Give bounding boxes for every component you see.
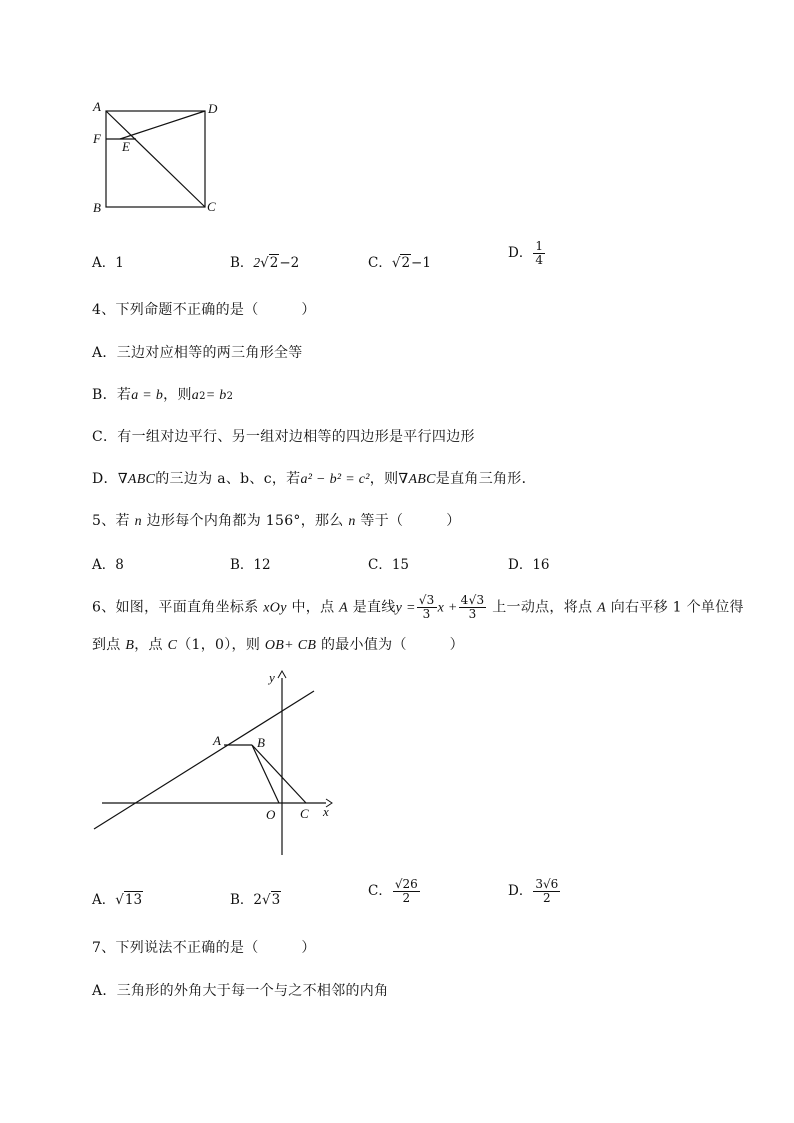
- sqrt-symbol: √3: [262, 892, 281, 908]
- label-F: F: [93, 131, 101, 146]
- q4-option-c: C．有一组对边平行、另一组对边相等的四边形是平行四边形: [92, 429, 475, 445]
- fraction: $\frac{3√6}{2}$: [535, 877, 559, 905]
- label-B: B: [93, 200, 101, 215]
- q6-option-d: D． $\frac{3√6}{2}$: [508, 877, 559, 905]
- sqrt-symbol: √2: [260, 255, 279, 271]
- q5-option-d: D．16: [508, 557, 550, 573]
- coordinate-figure: [88, 668, 338, 860]
- q6-option-c: C． $\frac{√26}{2}$: [368, 877, 418, 905]
- q4-option-a: A．三边对应相等的两三角形全等: [92, 345, 303, 361]
- fraction: $\frac{1}{4}$: [535, 239, 543, 267]
- q3-option-c: C．√2−1: [368, 255, 431, 271]
- q6-stem-line2: 到点 B，点 C（1，0），则 OB+ CB 的最小值为（ ）: [92, 637, 464, 653]
- fraction: $\frac{√3}{3}$: [418, 593, 435, 621]
- label-C: C: [207, 199, 216, 214]
- square-figure: [86, 96, 226, 218]
- q7-stem: 7、下列说法不正确的是（ ）: [92, 940, 316, 956]
- q3-option-d: D． $\frac{1}{4}$: [508, 239, 543, 267]
- label-O: O: [266, 807, 276, 822]
- label-B: B: [257, 735, 265, 750]
- q5-option-c: C．15: [368, 557, 410, 573]
- fraction: $\frac{4√3}{3}$: [460, 593, 485, 621]
- label-y: y: [269, 670, 275, 685]
- q3-option-a: A．1: [92, 255, 124, 271]
- label-E: E: [122, 139, 130, 154]
- label-x: x: [323, 804, 329, 819]
- label-A: A: [213, 733, 221, 748]
- label-D: D: [208, 101, 218, 116]
- q3-option-b: B．2√2−2: [230, 255, 300, 271]
- label-C: C: [300, 806, 309, 821]
- q6-option-a: A．√13: [92, 892, 143, 908]
- sqrt-symbol: √2: [391, 255, 411, 271]
- label-A: A: [93, 99, 101, 114]
- q6-option-b: B．2√3: [230, 892, 281, 908]
- q5-option-b: B．12: [230, 557, 271, 573]
- q4-option-d: D．∇ABC的三边为 a、b、c，若a² − b² = c²，则∇ABC是直角三角形．: [92, 471, 536, 487]
- sqrt-symbol: √13: [115, 892, 143, 908]
- q4-stem: 4、下列命题不正确的是（ ）: [92, 302, 316, 318]
- q5-stem: 5、若 n 边形每个内角都为 156°，那么 n 等于（ ）: [92, 513, 461, 529]
- q6-stem-line1: 6、如图，平面直角坐标系 xOy 中，点 A 是直线y = $\frac{√3}{3}$ x + $\frac{4√3}{3}$ 上一动点，将点 A 向右平移 1 个单位得: [92, 593, 744, 621]
- q5-option-a: A．8: [92, 557, 124, 573]
- q7-option-a: A．三角形的外角大于每一个与之不相邻的内角: [92, 983, 389, 999]
- q4-option-b: B．若a = b，则a2= b2: [92, 387, 234, 403]
- fraction: $\frac{√26}{2}$: [394, 877, 418, 905]
